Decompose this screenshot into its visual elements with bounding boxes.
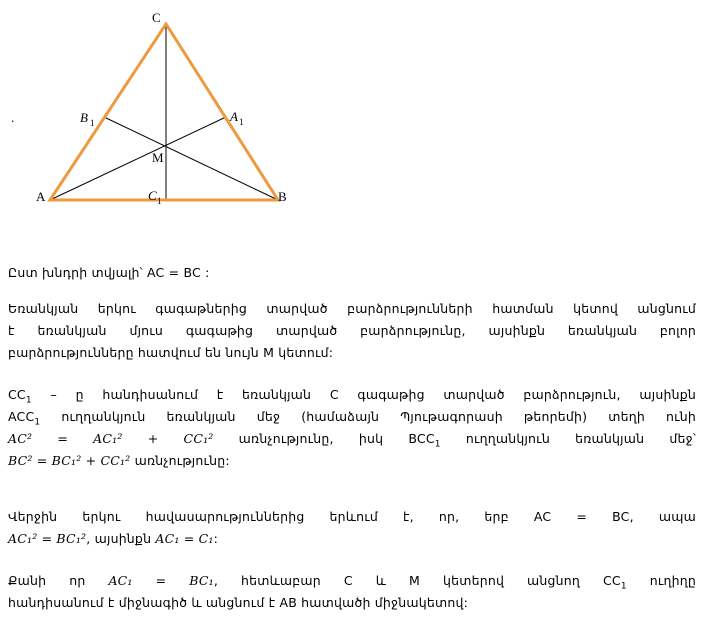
text-fragment: , հետևաբար C և M կետերով անցնող CC: [213, 573, 621, 588]
subscript: 1: [620, 581, 627, 592]
equation-ac1-bc1-squared: AC₁² = BC₁²: [8, 531, 87, 546]
equation-ac1-c1: AC₁ = C₁: [155, 531, 214, 546]
vertex-label-c: C: [152, 10, 161, 25]
paragraph-conclusion-equal: [8, 506, 696, 550]
text-fragment: ուղղանկյուն եռանկյան մեջ՝: [440, 431, 696, 446]
text-line: [8, 406, 696, 428]
text-line: Եռանկյան երկու գագաթներից տարված բարձրությունների հատման կետով անցնում: [8, 301, 696, 316]
vertex-label-a: A: [36, 189, 46, 204]
text-fragment: ուղիղը: [626, 573, 696, 588]
point-label-a1-subscript: 1: [239, 117, 244, 127]
point-label-b1-subscript: 1: [90, 118, 95, 128]
vertex-label-b: B: [278, 189, 287, 204]
stray-dot: .: [11, 110, 15, 125]
text-line: [8, 384, 696, 406]
point-label-b1: B: [80, 110, 88, 125]
equation-ac1-bc1: AC₁ = BC₁: [108, 573, 214, 588]
subscript: 1: [34, 417, 41, 428]
formula-cc1: CC: [8, 387, 26, 402]
paragraph-median: [8, 570, 696, 614]
equation-ac-squared: AC² = AC₁² + CC₁²: [8, 431, 214, 446]
text-line: հանդիսանում է միջնագիծ և անցնում է AB հատվածի միջնակետով:: [8, 595, 469, 610]
text-line: [8, 428, 696, 450]
text-line: բարձրությունները հատվում են նույն M կետում:: [8, 345, 334, 360]
text-fragment: ուղղանկյուն եռանկյան մեջ (համաձայն Պյութագորասի թեորեմի) տեղի ունի: [40, 409, 696, 424]
text-fragment: Քանի որ: [8, 573, 109, 588]
text-fragment: առնչությունը, իսկ BCC: [213, 431, 435, 446]
point-label-a1: A: [230, 109, 238, 124]
paragraph-given: [8, 262, 696, 284]
text-fragment: :: [213, 531, 219, 546]
text-line: [8, 528, 696, 550]
formula-acc1: ACC: [8, 409, 35, 424]
text-line: Ըստ խնդրի տվյալի՝ AC = BC :: [8, 265, 210, 280]
text-fragment: առնչությունը:: [130, 453, 230, 468]
subscript: 1: [434, 439, 441, 450]
text-line: Վերջին երկու հավասարություններից երևում է, որ, երբ AC = BC, ապա: [8, 509, 696, 524]
text-fragment: – ը հանդիսանում է եռանկյան C գագաթից տարված բարձրություն, այսինքն: [31, 387, 696, 402]
point-label-c1-subscript: 1: [157, 196, 162, 206]
equation-bc-squared: BC² = BC₁² + CC₁²: [8, 453, 131, 468]
text-fragment: , այսինքն: [86, 531, 156, 546]
text-line: [8, 570, 696, 592]
text-line: [8, 450, 696, 472]
point-label-c1: C: [148, 188, 157, 203]
point-label-m: M: [152, 150, 164, 165]
text-line: է եռանկյան մյուս գագաթից տարված բարձրությունը, այսինքն եռանկյան բոլոր: [8, 323, 696, 338]
paragraph-pythagoras: [8, 384, 696, 472]
paragraph-altitudes-intersect: [8, 298, 696, 364]
triangle-figure: [0, 0, 702, 230]
subscript: 1: [25, 395, 32, 406]
